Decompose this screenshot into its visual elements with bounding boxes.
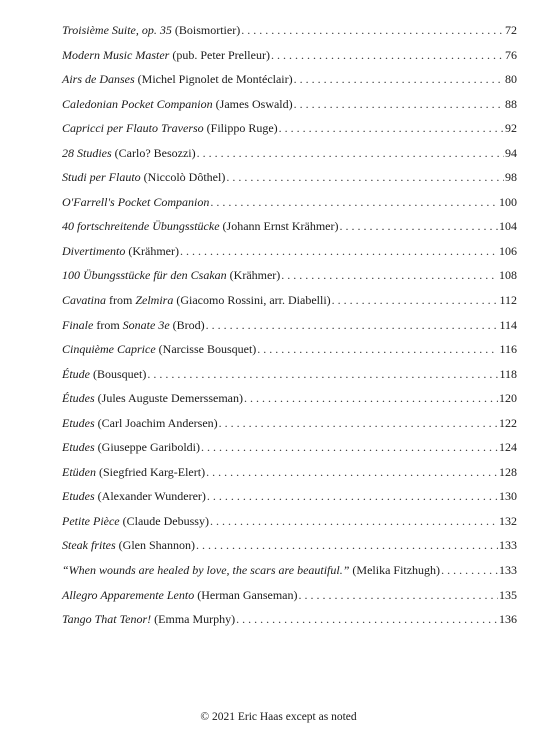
composer-note: (Herman Ganseman) [194, 587, 298, 602]
dot-leader [206, 318, 499, 332]
page-number: 98 [505, 170, 517, 185]
composer-note: (Jules Auguste Demersseman) [94, 391, 243, 406]
toc-entry-title [62, 465, 205, 479]
toc-entry-title [62, 489, 206, 503]
work-title: Troisième Suite, op. 35 [62, 23, 172, 37]
page-number: 108 [499, 268, 517, 283]
toc-entry [62, 367, 517, 392]
toc-entry [62, 391, 517, 416]
work-title: Airs de Danses [62, 72, 135, 87]
toc-entry-title [62, 121, 278, 135]
composer-note: from [93, 317, 123, 332]
toc-entry-title [62, 318, 205, 332]
dot-leader [441, 563, 498, 577]
work-title: Etudes [62, 489, 95, 504]
toc-entry-title [62, 367, 146, 381]
toc-entry-title [62, 219, 339, 233]
page-number: 114 [499, 317, 517, 332]
page-number: 94 [505, 145, 517, 160]
page-number: 124 [499, 440, 517, 455]
page-number: 133 [499, 563, 517, 578]
page-number: 112 [499, 293, 517, 308]
work-title: Etudes [62, 440, 95, 455]
toc-entry-title [62, 72, 293, 86]
composer-note: (Giacomo Rossini, arr. Diabelli) [173, 293, 331, 308]
toc-entry [62, 268, 517, 293]
toc-entry [62, 244, 517, 269]
toc-entry-title [62, 48, 270, 62]
page-number: 132 [499, 513, 517, 528]
toc-entry [62, 538, 517, 563]
toc-entry-title [62, 268, 280, 282]
toc-entry [62, 97, 517, 122]
work-title: 100 Übungsstücke für den Csakan [62, 268, 227, 283]
dot-leader [236, 612, 498, 626]
page-number: 130 [499, 489, 517, 504]
composer-note: (Alexander Wunderer) [94, 489, 206, 504]
dot-leader [332, 293, 499, 307]
work-title: 28 Studies [62, 145, 112, 160]
toc-entry [62, 440, 517, 465]
composer-note: (Carlo? Besozzi) [111, 145, 196, 160]
page-number: 88 [505, 96, 517, 111]
toc-entry [62, 72, 517, 97]
page-number: 100 [499, 194, 517, 209]
work-title: Tango That Tenor! [62, 612, 152, 627]
work-title: Steak frites [62, 538, 116, 553]
page-number: 136 [499, 612, 517, 627]
composer-note: (Krähmer) [226, 268, 281, 283]
toc-entry [62, 342, 517, 367]
work-title: O'Farrell's Pocket Companion [62, 194, 210, 209]
dot-leader [241, 23, 504, 37]
toc-entry [62, 588, 517, 613]
composer-note: (Brod) [169, 317, 205, 332]
composer-note: (Krähmer) [125, 243, 179, 258]
page-number: 118 [499, 366, 517, 381]
dot-leader [210, 195, 498, 209]
dot-leader [340, 219, 499, 233]
page-number: 128 [499, 464, 517, 479]
toc-entry [62, 195, 517, 220]
dot-leader [180, 244, 498, 258]
toc-entry [62, 465, 517, 490]
page-number: 122 [499, 415, 517, 430]
page-number: 72 [505, 23, 517, 37]
work-title: Zelmira [135, 293, 174, 308]
toc-entry [62, 293, 517, 318]
work-title: 40 fortschreitende Übungsstücke [62, 219, 220, 234]
toc-entry-title [62, 563, 440, 577]
toc-entry-title [62, 23, 240, 37]
page-number: 106 [499, 243, 517, 258]
composer-note: (Johann Ernst Krähmer) [219, 219, 339, 234]
page-number: 92 [505, 121, 517, 136]
toc-entry-title [62, 391, 243, 405]
page-number: 76 [505, 47, 517, 62]
page-number: 116 [499, 342, 517, 357]
toc-entry-title [62, 342, 256, 356]
toc-entry-title [62, 514, 209, 528]
composer-note: (Michel Pignolet de Montéclair) [134, 72, 293, 87]
toc-entry [62, 318, 517, 343]
work-title: Petite Pièce [62, 513, 120, 528]
composer-note: (Siegfried Karg-Elert) [96, 464, 206, 479]
work-title: Cavatina [62, 293, 106, 308]
toc-entry [62, 416, 517, 441]
copyright-footer: © 2021 Eric Haas except as noted [200, 711, 357, 723]
dot-leader [244, 391, 498, 405]
toc-entry [62, 170, 517, 195]
composer-note: (Giuseppe Gariboldi) [94, 440, 200, 455]
work-title: Studi per Flauto [62, 170, 141, 185]
dot-leader [279, 121, 504, 135]
work-title: Finale [62, 317, 94, 332]
toc-entry-title [62, 244, 179, 258]
composer-note: (Glen Shannon) [115, 538, 195, 553]
toc-entry [62, 23, 517, 48]
dot-leader [281, 268, 498, 282]
toc-entry [62, 146, 517, 171]
composer-note: (James Oswald) [212, 96, 293, 111]
work-title: Etudes [62, 415, 95, 430]
work-title: Modern Music Master [62, 47, 170, 62]
composer-note: (Claude Debussy) [119, 513, 209, 528]
composer-note: (Narcisse Bousquet) [155, 342, 257, 357]
composer-note: (pub. Peter Prelleur) [169, 47, 270, 62]
dot-leader [294, 72, 504, 86]
dot-leader [197, 146, 504, 160]
page-number: 135 [499, 587, 517, 602]
work-title: Étude [62, 366, 90, 381]
page-number: 120 [499, 391, 517, 406]
toc-entry-title [62, 170, 225, 184]
toc-entry-title [62, 97, 293, 111]
toc-entry [62, 563, 517, 588]
toc-entry [62, 514, 517, 539]
composer-note: (Bousquet) [90, 366, 147, 381]
dot-leader [219, 416, 498, 430]
work-title: Allegro Apparemente Lento [62, 587, 195, 602]
work-title: Divertimento [62, 243, 126, 258]
dot-leader [271, 48, 504, 62]
page-number: 80 [505, 72, 517, 87]
composer-note: (Niccolò Dôthel) [140, 170, 226, 185]
table-of-contents [62, 23, 517, 637]
work-title: Études [62, 391, 95, 406]
composer-note: (Boismortier) [171, 23, 241, 37]
toc-entry-title [62, 612, 235, 626]
toc-entry-title [62, 293, 331, 307]
toc-entry [62, 612, 517, 637]
composer-note: (Melika Fitzhugh) [349, 563, 441, 578]
work-title: Sonate 3e [122, 317, 170, 332]
toc-entry-title [62, 440, 200, 454]
page-number: 104 [499, 219, 517, 234]
dot-leader [210, 514, 498, 528]
dot-leader [206, 465, 498, 479]
toc-entry [62, 489, 517, 514]
dot-leader [196, 538, 498, 552]
work-title: Etüden [62, 464, 96, 479]
dot-leader [147, 367, 498, 381]
dot-leader [257, 342, 498, 356]
work-title: Cinquième Caprice [62, 342, 156, 357]
work-title: Capricci per Flauto Traverso [62, 121, 204, 136]
composer-note: (Filippo Ruge) [203, 121, 278, 136]
dot-leader [207, 489, 498, 503]
dot-leader [294, 97, 504, 111]
composer-note: (Carl Joachim Andersen) [94, 415, 218, 430]
toc-entry [62, 48, 517, 73]
toc-entry-title [62, 146, 196, 160]
toc-entry-title [62, 588, 298, 602]
dot-leader [226, 170, 504, 184]
composer-note: from [106, 293, 136, 308]
toc-entry [62, 121, 517, 146]
toc-entry-title [62, 538, 195, 552]
composer-note: (Emma Murphy) [151, 612, 236, 627]
work-title: Caledonian Pocket Companion [62, 96, 213, 111]
work-title: “When wounds are healed by love, the scars are beautiful.” [62, 563, 350, 578]
toc-entry-title [62, 195, 209, 209]
toc-entry [62, 219, 517, 244]
toc-entry-title [62, 416, 218, 430]
page-number: 133 [499, 538, 517, 553]
dot-leader [299, 588, 499, 602]
dot-leader [201, 440, 498, 454]
